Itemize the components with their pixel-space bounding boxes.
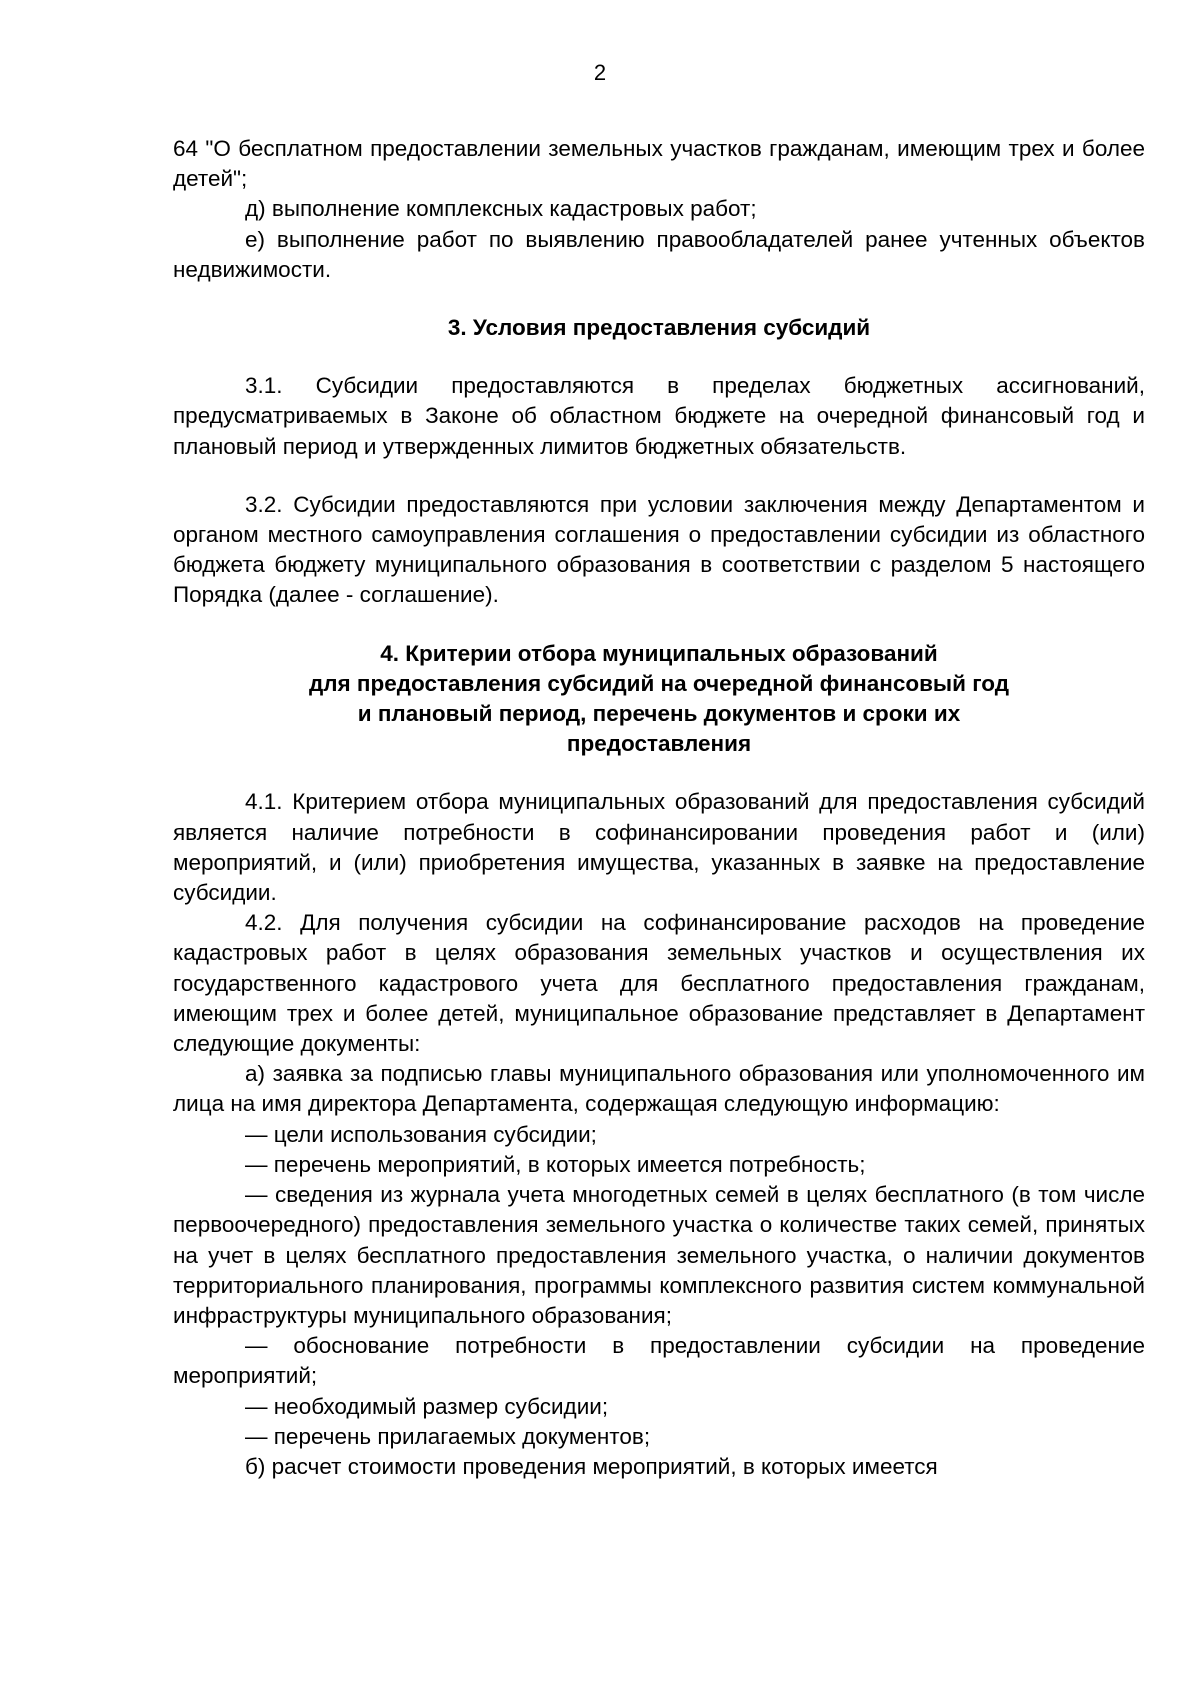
dash-item-documents: — перечень прилагаемых документов; (245, 1423, 651, 1449)
document-body (173, 134, 1145, 1482)
dash-item-events: — перечень мероприятий, в которых имеется потребность; (245, 1151, 866, 1177)
spacer (173, 759, 1145, 787)
paragraph-4-2: 4.2. Для получения субсидии на софинансирование расходов на проведение кадастровых работ в целях образования земельных участков и осуществления их государственного кадастрового учета для бесплатного предоставления гражданам, имеющим трех и более детей, муниципальное образование представляет в Департамент следующие документы: (173, 910, 1145, 1057)
list-item-e: е) выполнение работ по выявлению правообладателей ранее учтенных объектов недвижимости. (173, 226, 1145, 282)
dash-item-journal: — сведения из журнала учета многодетных семей в целях бесплатного (в том числе первоочередного) предоставления земельного участка о количестве таких семей, принятых на учет в целях бесплатного предоставления земельного участка, о наличии документов территориального планирования, программы комплексного развития систем коммунальной инфраструктуры муниципального образования; (173, 1182, 1145, 1328)
paragraph-continuation: 64 "О бесплатном предоставлении земельных участков гражданам, имеющим трех и более детей"; (173, 136, 1145, 192)
section-3-heading: 3. Условия предоставления субсидий (447, 315, 871, 341)
section-4-heading-line-3: и плановый период, перечень документов и сроки их (357, 701, 961, 727)
page-number: 2 (593, 60, 607, 85)
spacer (173, 285, 1145, 313)
list-item-b: б) расчет стоимости проведения мероприятий, в которых имеется (245, 1453, 938, 1479)
section-4-heading-line-2: для предоставления субсидий на очередной финансовый год (308, 670, 1010, 696)
section-4-heading-line-1: 4. Критерии отбора муниципальных образований (380, 640, 938, 666)
dash-item-justification: — обоснование потребности в предоставлении субсидии на проведение мероприятий; (173, 1333, 1145, 1389)
paragraph-3-2: 3.2. Субсидии предоставляются при условии заключения между Департаментом и органом местного самоуправления соглашения о предоставлении субсидии из областного бюджета бюджету муниципального образования в соответствии с разделом 5 настоящего Порядка (далее - соглашение). (173, 491, 1145, 608)
paragraph-3-1: 3.1. Субсидии предоставляются в пределах бюджетных ассигнований, предусматриваемых в Законе об областном бюджете на очередной финансовый год и плановый период и утвержденных лимитов бюджетных обязательств. (173, 373, 1145, 459)
list-item-a: а) заявка за подписью главы муниципального образования или уполномоченного им лица на имя директора Департамента, содержащая следующую информацию: (173, 1061, 1145, 1117)
spacer (173, 611, 1145, 639)
list-item-d: д) выполнение комплексных кадастровых работ; (245, 196, 757, 222)
dash-item-amount: — необходимый размер субсидии; (245, 1393, 609, 1419)
section-4-heading-line-4: предоставления (566, 731, 752, 757)
dash-item-goals: — цели использования субсидии; (245, 1121, 597, 1147)
section-4-heading (173, 639, 1145, 760)
spacer (173, 462, 1145, 490)
spacer (173, 343, 1145, 371)
paragraph-4-1: 4.1. Критерием отбора муниципальных образований для предоставления субсидий является наличие потребности в софинансировании проведения работ и (или) мероприятий, и (или) приобретения имущества, указанных в заявке на предоставление субсидии. (173, 789, 1145, 906)
